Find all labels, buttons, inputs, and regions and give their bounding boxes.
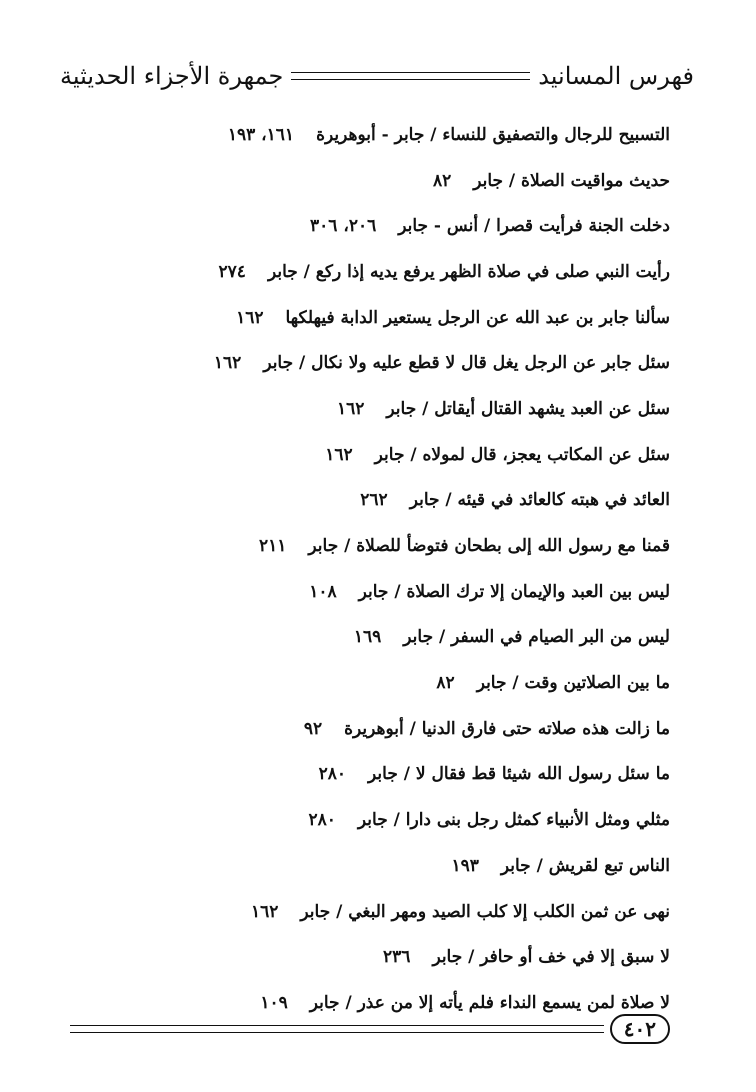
- entry-page-refs: ١٦١، ١٩٣: [227, 124, 295, 145]
- entry-text: قمنا مع رسول الله إلى بطحان فتوضأ للصلاة / جابر: [308, 536, 670, 557]
- entry-page-refs: ٢٠٦، ٣٠٦: [310, 216, 377, 237]
- entry-text: العائد في هبته كالعائد في قيئه / جابر: [409, 490, 670, 511]
- entry-page-refs: ١٠٩: [260, 992, 288, 1013]
- footer-double-rule: [70, 1025, 604, 1033]
- index-entry: [70, 660, 670, 706]
- index-entry-list: [70, 112, 670, 1026]
- entry-page-refs: ١٦٩: [353, 627, 382, 648]
- index-entry: [70, 249, 670, 295]
- index-entry: [70, 478, 670, 524]
- index-entry: [70, 386, 670, 432]
- index-entry: [70, 797, 670, 843]
- index-entry: [70, 158, 670, 204]
- entry-text: ما زالت هذه صلاته حتى فارق الدنيا / أبوهريرة: [344, 718, 670, 739]
- book-title: جمهرة الأجزاء الحديثية: [60, 62, 284, 90]
- entry-text: سئل جابر عن الرجل يغل قال لا قطع عليه ولا نكال / جابر: [263, 353, 670, 374]
- entry-text: سئل عن المكاتب يعجز، قال لمولاه / جابر: [374, 444, 670, 465]
- entry-text: سألنا جابر بن عبد الله عن الرجل يستعير الدابة فيهلكها: [285, 307, 670, 328]
- index-entry: [70, 112, 670, 158]
- entry-text: دخلت الجنة فرأيت قصرا / أنس - جابر: [398, 216, 670, 237]
- entry-page-refs: ٢٨٠: [308, 810, 336, 831]
- entry-page-refs: ١٦٢: [325, 444, 353, 465]
- index-entry: [70, 843, 670, 889]
- entry-text: لا سبق إلا في خف أو حافر / جابر: [432, 947, 670, 968]
- index-entry: [70, 432, 670, 478]
- index-entry: [70, 295, 670, 341]
- entry-text: رأيت النبي صلى في صلاة الظهر يرفع يديه إذا ركع / جابر: [267, 261, 670, 282]
- index-entry: [70, 615, 670, 661]
- index-entry: [70, 203, 670, 249]
- entry-page-refs: ١٩٣: [451, 855, 479, 876]
- index-entry: [70, 752, 670, 798]
- entry-text: الناس تبع لقريش / جابر: [500, 855, 670, 876]
- index-entry: [70, 340, 670, 386]
- entry-text: ما بين الصلاتين وقت / جابر: [476, 673, 670, 694]
- index-entry: [70, 569, 670, 615]
- header-double-rule: [291, 72, 530, 80]
- entry-page-refs: ١٦٢: [213, 353, 242, 374]
- entry-text: التسبيح للرجال والتصفيق للنساء / جابر - أبوهريرة: [316, 124, 670, 145]
- entry-page-refs: ١٦٢: [236, 307, 264, 328]
- entry-page-refs: ٢٦٢: [360, 490, 388, 511]
- entry-text: نهى عن ثمن الكلب إلا كلب الصيد ومهر البغي / جابر: [300, 901, 670, 922]
- entry-page-refs: ٢٧٤: [218, 261, 246, 282]
- entry-page-refs: ١٠٨: [309, 581, 337, 602]
- index-entry: [70, 523, 670, 569]
- entry-text: ما سئل رسول الله شيئا قط فقال لا / جابر: [368, 764, 670, 785]
- entry-page-refs: ١٦٢: [251, 901, 279, 922]
- entry-text: حديث مواقيت الصلاة / جابر: [473, 170, 670, 191]
- entry-page-refs: ١٦٢: [337, 398, 365, 419]
- entry-text: لا صلاة لمن يسمع النداء فلم يأته إلا من عذر / جابر: [309, 992, 670, 1013]
- entry-page-refs: ٢٣٦: [383, 947, 411, 968]
- section-title: فهرس المسانيد: [538, 62, 694, 90]
- page-footer: [70, 1012, 670, 1046]
- entry-text: سئل عن العبد يشهد القتال أيقاتل / جابر: [386, 398, 670, 419]
- page-number: ٤٠٢: [610, 1014, 670, 1044]
- entry-page-refs: ٢١١: [259, 536, 287, 557]
- entry-text: مثلي ومثل الأنبياء كمثل رجل بنى دارا / جابر: [357, 810, 670, 831]
- index-entry: [70, 889, 670, 935]
- index-entry: [70, 706, 670, 752]
- entry-page-refs: ٨٢: [432, 170, 452, 191]
- entry-text: ليس بين العبد والإيمان إلا ترك الصلاة / جابر: [358, 581, 670, 602]
- entry-page-refs: ٨٢: [436, 673, 455, 694]
- entry-page-refs: ٩٢: [303, 718, 323, 739]
- index-entry: [70, 934, 670, 980]
- entry-text: ليس من البر الصيام في السفر / جابر: [403, 627, 670, 648]
- entry-page-refs: ٢٨٠: [318, 764, 347, 785]
- running-header: [60, 56, 694, 96]
